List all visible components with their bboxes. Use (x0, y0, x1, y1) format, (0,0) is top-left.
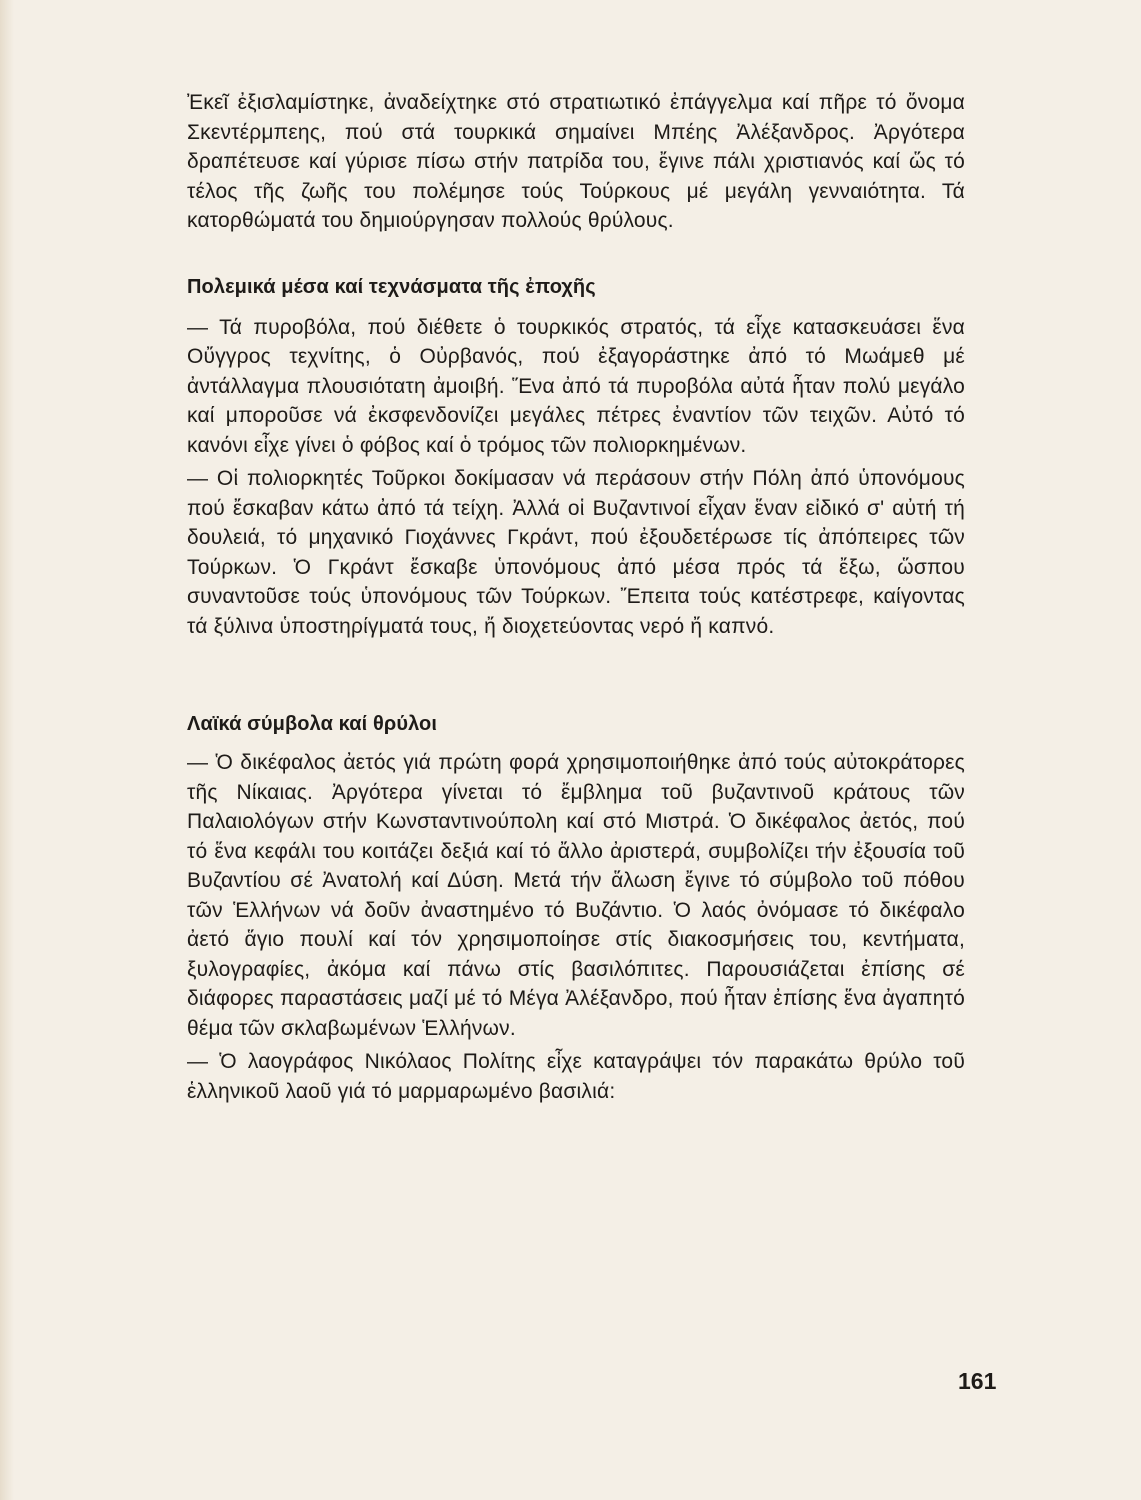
section-heading-symbols: Λαϊκά σύμβολα καί θρύλοι (187, 713, 438, 735)
page-number: 161 (958, 1368, 997, 1394)
section-symbols-body (187, 748, 965, 1106)
paragraph-cannons: — Τά πυροβόλα, πού διέθετε ὁ τουρκικός στρατός, τά εἶχε κατασκευάσει ἕνα Οὔγγρος τεχνίτης, ὁ Οὐρβανός, πού ἐξαγοράστηκε ἀπό τό Μωάμεθ μέ ἀντάλλαγμα πλουσιότατη ἀμοιβή. Ἕνα ἀπό τά πυροβόλα αὐτά ἦταν πολύ μεγάλο καί μποροῦσε νά ἐκσφενδονίζει μεγάλες πέτρες ἐναντίον τῶν τειχῶν. Αὐτό τό κανόνι εἶχε γίνει ὁ φόβος καί ὁ τρόμος τῶν πολιορκημένων. (187, 315, 965, 457)
section-heading-1-wrap (187, 276, 965, 299)
intro-paragraph: Ἐκεῖ ἐξισλαμίστηκε, ἀναδείχτηκε στό στρατιωτικό ἐπάγγελμα καί πῆρε τό ὄνομα Σκεντέρμπεης, πού στά τουρκικά σημαίνει Μπέης Ἀλέξανδρος. Ἀργότερα δραπέτευσε καί γύρισε πίσω στήν πατρίδα του, ἔγινε πάλι χριστιανός καί ὥς τό τέλος τῆς ζωῆς του πολέμησε τούς Τούρκους μέ μεγάλη γενναιότητα. Τά κατορθώματά του δημιούργησαν πολλούς θρύλους. (187, 91, 965, 232)
paragraph-marble-king: — Ὁ λαογράφος Νικόλαος Πολίτης εἶχε καταγράψει τόν παρακάτω θρύλο τοῦ ἑλληνικοῦ λαοῦ γιά τό μαρμαρωμένο βασιλιά: (187, 1050, 965, 1103)
section-heading-military: Πολεμικά μέσα καί τεχνάσματα τῆς ἐποχῆς (187, 275, 596, 298)
section-military-body (187, 313, 965, 642)
paragraph-mines: — Οἱ πολιορκητές Τοῦρκοι δοκίμασαν νά περάσουν στήν Πόλη ἀπό ὑπονόμους πού ἔσκαβαν κάτω ἀπό τά τείχη. Ἀλλά οἱ Βυζαντινοί εἶχαν ἕναν εἰδικό σ' αὐτή τή δουλειά, τό μηχανικό Γιοχάννες Γκράντ, πού ἐξουδετέρωσε τίς ἀπόπειρες τῶν Τούρκων. Ὁ Γκράντ ἔσκαβε ὑπονόμους ἀπό μέσα πρός τά ἔξω, ὥσπου συναντοῦσε τούς ὑπονόμους τῶν Τούρκων. Ἔπειτα τούς κατέστρεφε, καίγοντας τά ξύλινα ὑποστηρίγματά τους, ἤ διοχετεύοντας νερό ἤ καπνό. (187, 467, 965, 638)
page-body (187, 88, 965, 1110)
section-heading-2-wrap (187, 713, 965, 736)
page-edge-shadow (0, 0, 14, 1500)
paragraph-double-headed-eagle: — Ὁ δικέφαλος ἀετός γιά πρώτη φορά χρησιμοποιήθηκε ἀπό τούς αὐτοκράτορες τῆς Νίκαιας. Ἀργότερα γίνεται τό ἔμβλημα τοῦ βυζαντινοῦ κράτους τῶν Παλαιολόγων στήν Κωνσταντινούπολη καί στό Μιστρά. Ὁ δικέφαλος ἀετός, πού τό ἕνα κεφάλι του κοιτάζει δεξιά καί τό ἄλλο ἀριστερά, συμβολίζει τήν ἐξουσία τοῦ Βυζαντίου σέ Ἀνατολή καί Δύση. Μετά τήν ἅλωση ἔγινε τό σύμβολο τοῦ πόθου τῶν Ἑλλήνων νά δοῦν ἀναστημένο τό Βυζάντιο. Ὁ λαός ὀνόμασε τό δικέφαλο ἀετό ἅγιο πουλί καί τόν χρησιμοποίησε στίς διακοσμήσεις του, κεντήματα, ξυλογραφίες, ἀκόμα καί πάνω στίς βασιλόπιτες. Παρουσιάζεται ἐπίσης σέ διάφορες παραστάσεις μαζί μέ τό Μέγα Ἀλέξανδρο, πού ἦταν ἐπίσης ἕνα ἀγαπητό θέμα τῶν σκλαβωμένων Ἑλλήνων. (187, 751, 965, 1040)
